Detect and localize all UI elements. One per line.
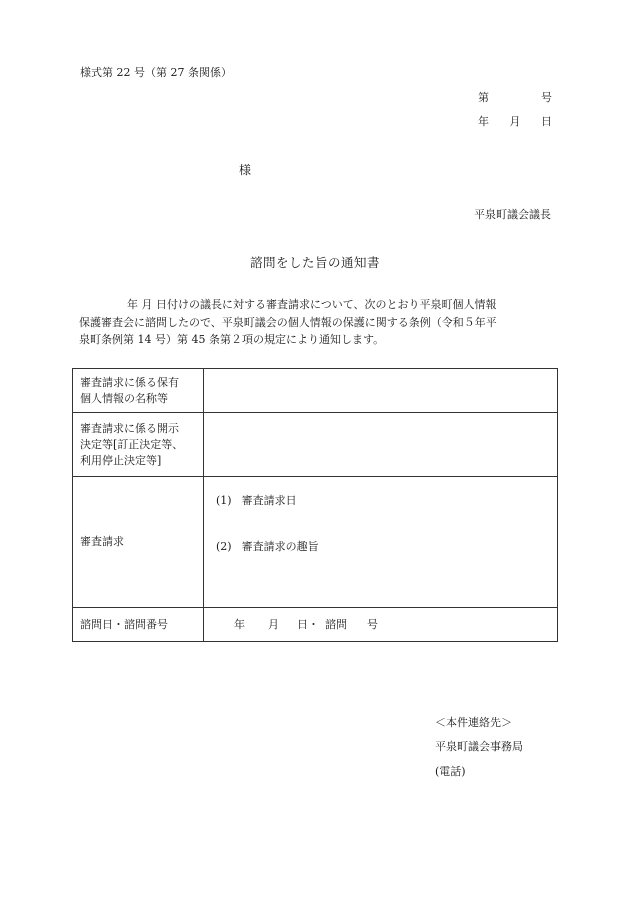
- body-text: [79, 296, 557, 349]
- body-line-2: 保護審査会に諮問したので、平泉町議会の個人情報の保護に関する条例（令和５年平: [79, 315, 497, 329]
- body-line-3: 泉町条例第 14 号）第 45 条第２項の規定により通知します。: [79, 333, 385, 346]
- consult-day: 日・: [297, 618, 319, 631]
- label-line: 審査請求に係る開示: [80, 421, 179, 435]
- issue-date-line: [478, 116, 552, 127]
- contact-office: 平泉町議会事務局: [435, 740, 523, 753]
- consult-month: 月: [268, 618, 279, 631]
- disclosure-decision-value-cell: [204, 413, 558, 477]
- doc-number-prefix: 第: [478, 91, 489, 104]
- row-label-review-request: 審査請求: [73, 477, 204, 608]
- addressee: 様: [239, 163, 252, 177]
- table-row: [73, 477, 558, 608]
- item-text: 審査請求の趣旨: [241, 540, 319, 553]
- label-line: 審査請求に係る保有: [80, 375, 179, 389]
- label-line: 個人情報の名称等: [80, 391, 168, 405]
- request-details-table: [72, 368, 558, 642]
- table-row: [73, 608, 558, 642]
- consultation-value-cell: [204, 608, 558, 642]
- sender: 平泉町議会議長: [474, 208, 551, 221]
- row-label-consultation: 諮問日・諮問番号: [73, 608, 204, 642]
- review-request-purpose-item: [216, 541, 319, 552]
- body-line-1: 年 月 日付けの議長に対する審査請求について、次のとおり平泉町個人情報: [127, 298, 497, 311]
- row-label-disclosure-decision: [73, 413, 204, 477]
- table-row: [73, 413, 558, 477]
- date-year: 年: [478, 115, 489, 128]
- contact-heading: ＜本件連絡先＞: [435, 716, 512, 729]
- date-day: 日: [541, 115, 552, 128]
- consult-number: 号: [367, 618, 378, 631]
- consult-year: 年: [234, 618, 245, 631]
- table-row: [73, 369, 558, 413]
- item-text: 審査請求日: [241, 494, 297, 507]
- label-line: 決定等[訂正決定等、: [80, 437, 184, 451]
- item-number: (1): [216, 494, 232, 507]
- held-info-value-cell: [204, 369, 558, 413]
- document-title: 諮問をした旨の通知書: [249, 255, 380, 270]
- document-number-line: [478, 92, 552, 103]
- doc-number-suffix: 号: [541, 91, 552, 104]
- contact-phone: (電話): [435, 765, 466, 778]
- label-line: 利用停止決定等]: [80, 453, 162, 467]
- date-month: 月: [509, 115, 521, 128]
- review-request-date-item: [216, 495, 297, 506]
- item-number: (2): [216, 540, 232, 553]
- review-request-value-cell: [204, 477, 558, 608]
- consult-label: 諮問: [325, 618, 347, 631]
- form-number: 様式第 22 号（第 27 条関係）: [80, 66, 232, 79]
- row-label-held-info: [73, 369, 204, 413]
